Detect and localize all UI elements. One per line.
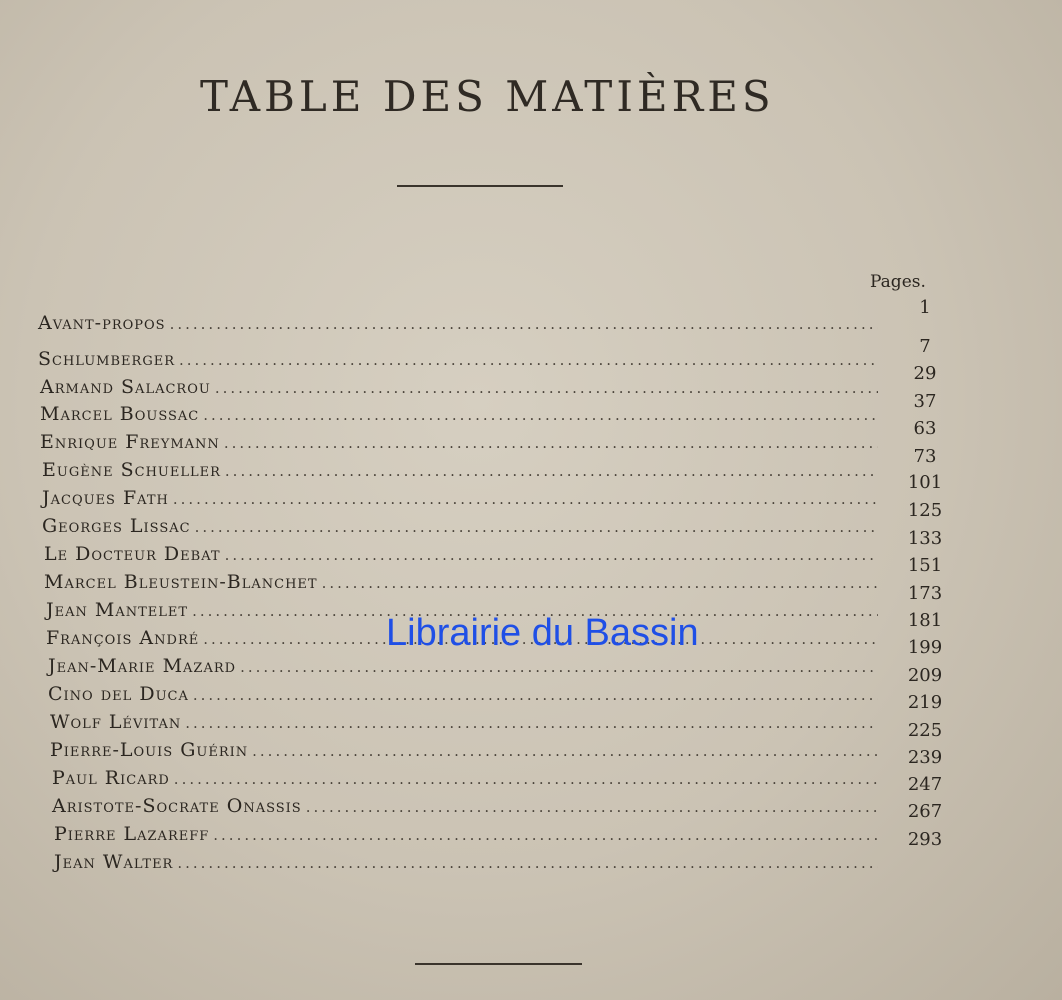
dot-leader: [195, 518, 878, 536]
toc-entry: [48, 683, 878, 707]
dot-leader: [170, 315, 878, 333]
toc-page-number: 267: [907, 801, 943, 822]
toc-entry: [42, 459, 878, 483]
toc-page-number: 73: [913, 446, 937, 467]
toc-page-number: 101: [907, 472, 943, 493]
dot-leader: [193, 686, 878, 704]
toc-entry-title: Armand Salacrou: [40, 376, 211, 398]
toc-entry: [54, 823, 878, 847]
toc-entry-title: Pierre-Louis Guérin: [50, 739, 249, 761]
toc-entry-title: Jean Mantelet: [46, 599, 189, 621]
toc-entry-title: Le Docteur Debat: [44, 543, 221, 565]
toc-entry-title: Cino del Duca: [48, 683, 189, 705]
dot-leader: [225, 546, 878, 564]
toc-page-number: 7: [919, 336, 931, 357]
toc-entry-title: Jean Walter: [54, 851, 174, 873]
dot-leader: [215, 379, 878, 397]
toc-page-number: 247: [907, 774, 943, 795]
toc-entry-title: Paul Ricard: [52, 767, 170, 789]
toc-page-number: 151: [907, 555, 943, 576]
toc-page-number: 63: [913, 418, 937, 439]
toc-entry-title: Schlumberger: [38, 348, 175, 370]
dot-leader: [240, 658, 878, 676]
toc-entry-title: Jacques Fath: [42, 487, 169, 509]
toc-entry-title: Georges Lissac: [42, 515, 191, 537]
toc-entry: [50, 739, 878, 763]
toc-page-number: 199: [907, 637, 943, 658]
toc-entry: [44, 571, 878, 595]
toc-entry: [54, 851, 878, 875]
toc-entry: [38, 348, 878, 372]
dot-leader: [174, 770, 878, 788]
toc-entry-title: Wolf Lévitan: [50, 711, 182, 733]
toc-entry-title: Enrique Freymann: [40, 431, 220, 453]
dot-leader: [322, 574, 878, 592]
toc-entry-title: Avant-propos: [38, 312, 166, 334]
toc-entry-title: Aristote-Socrate Onassis: [52, 795, 302, 817]
page-title: TABLE DES MATIÈRES: [200, 72, 775, 121]
toc-page-number: 239: [907, 747, 943, 768]
toc-page-number: 173: [907, 583, 943, 604]
dot-leader: [177, 854, 878, 872]
toc-page-number: 1: [919, 297, 931, 318]
dot-leader: [185, 714, 878, 732]
toc-entry: [40, 376, 878, 400]
toc-entry: [42, 515, 878, 539]
bottom-rule: [415, 963, 582, 965]
toc-entry: [50, 711, 878, 735]
toc-entry-title: Marcel Bleustein-Blanchet: [44, 571, 318, 593]
toc-page-number: 181: [907, 610, 943, 631]
dot-leader: [179, 351, 878, 369]
dot-leader: [224, 434, 878, 452]
toc-entry-title: Jean-Marie Mazard: [48, 655, 237, 677]
toc-entry-title: François André: [46, 627, 200, 649]
toc-entry-title: Eugène Schueller: [42, 459, 221, 481]
toc-entry: [52, 767, 878, 791]
toc-entry: [48, 655, 878, 679]
dot-leader: [203, 406, 878, 424]
toc-entry: [44, 543, 878, 567]
pages-column-label: Pages.: [870, 272, 926, 292]
toc-entry-title: Marcel Boussac: [40, 403, 200, 425]
dot-leader: [225, 462, 878, 480]
toc-page-number: 209: [907, 665, 943, 686]
toc-page-number: 125: [907, 500, 943, 521]
dot-leader: [173, 490, 878, 508]
toc-page-number: 133: [907, 528, 943, 549]
toc-page-number: 293: [907, 829, 943, 850]
toc-entry: [52, 795, 878, 819]
toc-entry: [38, 312, 878, 336]
toc-page-number: 219: [907, 692, 943, 713]
toc-entry: [40, 431, 878, 455]
toc-page-number: 29: [913, 363, 937, 384]
toc-entry: [40, 403, 878, 427]
toc-entry-title: Pierre Lazareff: [54, 823, 210, 845]
toc-page-number: 225: [907, 720, 943, 741]
dot-leader: [306, 798, 878, 816]
toc-page-number: 37: [913, 391, 937, 412]
toc-entry: [42, 487, 878, 511]
dot-leader: [252, 742, 878, 760]
dot-leader: [213, 826, 878, 844]
watermark: Librairie du Bassin: [386, 612, 699, 654]
